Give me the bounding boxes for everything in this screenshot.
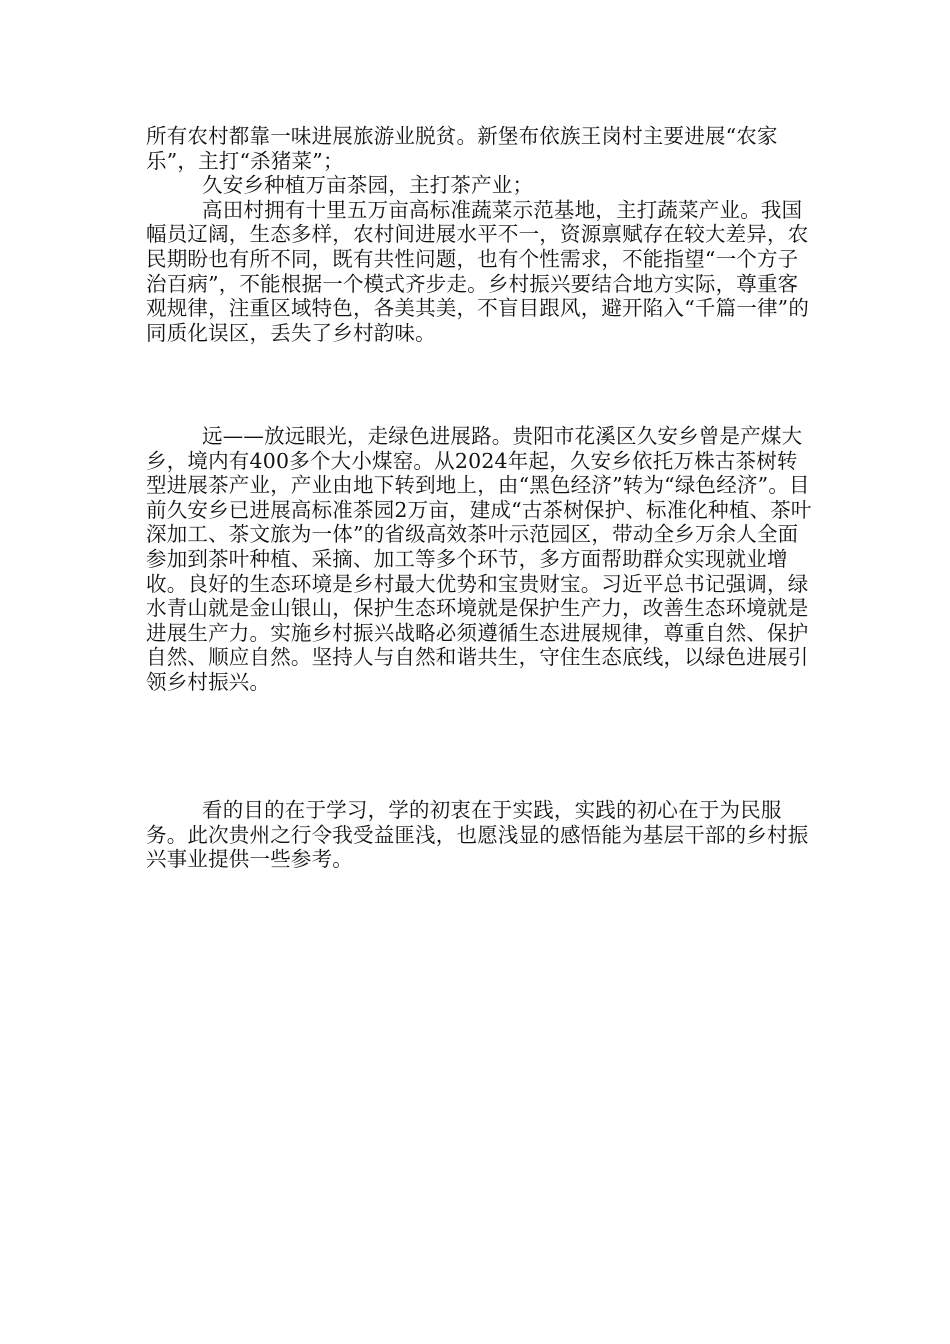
paragraph: 所有农村都靠一味进展旅游业脱贫。新堡布依族王岗村主要进展“农家乐”，主打“杀猪菜”； [146,124,778,173]
text-section-village-features [146,124,818,345]
paragraph: 久安乡种植万亩茶园，主打茶产业； [202,173,534,198]
paragraph: 看的目的在于学习，学的初衷在于实践，实践的初心在于为民服务。此次贵州之行令我受益匪浅，也愿浅显的感悟能为基层干部的乡村振兴事业提供一些参考。 [146,798,809,872]
paragraph: 高田村拥有十里五万亩高标准蔬菜示范基地，主打蔬菜产业。我国幅员辽阔，生态多样，农村间进展水平不一，资源禀赋存在较大差异，农民期盼也有所不同，既有共性问题，也有个性需求，不能指望“一个方子治百病”，不能根据一个模式齐步走。乡村振兴要结合地方实际，尊重客观规律，注重区域特色，各美其美，不盲目跟风，避开陷入“千篇一律”的同质化误区，丢失了乡村韵味。 [146,197,810,345]
paragraph: 远——放远眼光，走绿色进展路。贵阳市花溪区久安乡曾是产煤大乡，境内有400多个大小煤窑。从2024年起，久安乡依托万株古茶树转型进展茶产业，产业由地下转到地上，由“黑色经济”转为“绿色经济”。目前久安乡已进展高标准茶园2万亩，建成“古茶树保护、标准化种植、茶叶深加工、茶文旅为一体”的省级高效茶叶示范园区，带动全乡万余人全面参加到茶叶种植、采摘、加工等多个环节，多方面帮助群众实现就业增收。良好的生态环境是乡村最大优势和宝贵财宝。习近平总书记强调，绿水青山就是金山银山，保护生态环境就是保护生产力，改善生态环境就是进展生产力。实施乡村振兴战略必须遵循生态进展规律，尊重自然、保护自然、顺应自然。坚持人与自然和谐共生，守住生态底线，以绿色进展引领乡村振兴。 [146,424,812,694]
text-section-conclusion [146,798,818,872]
text-section-green-development [146,424,818,695]
